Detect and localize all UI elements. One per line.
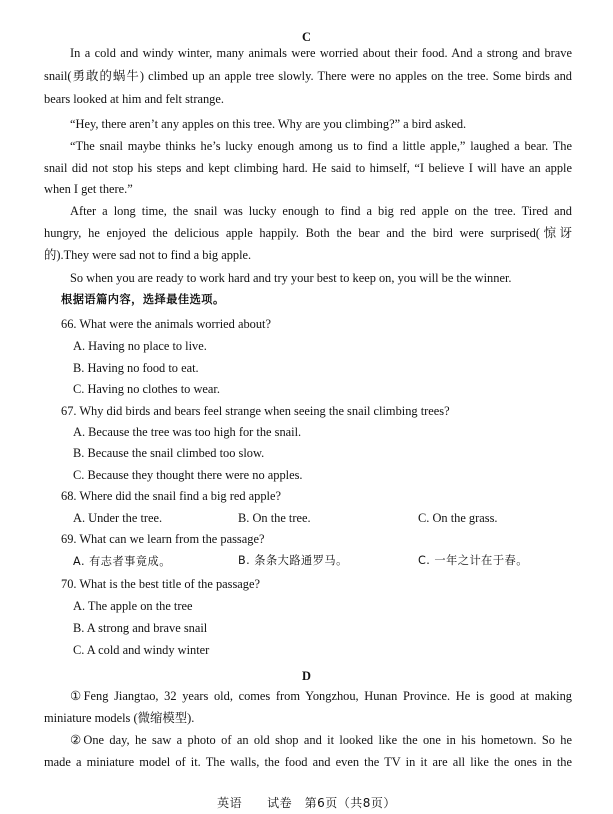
q66-option-b: B. Having no food to eat. [73, 361, 199, 375]
question-66: 66. What were the animals worried about? [61, 317, 271, 331]
instruction: 根据语篇内容，选择最佳选项。 [61, 293, 225, 306]
c-p3-line3: when I get there.” [44, 182, 133, 196]
q69-options-row [73, 553, 601, 570]
q70-option-b: B. A strong and brave snail [73, 621, 208, 635]
c-p2: “Hey, there aren’t any apples on this tree. Why are you climbing?” a bird asked. [70, 117, 467, 131]
question-68: 68. Where did the snail find a big red apple? [61, 489, 281, 503]
q68-option-a: A. Under the tree. [73, 511, 163, 525]
q68-option-b: B. On the tree. [238, 511, 311, 525]
section-c-heading: C [302, 30, 311, 44]
c-p1-line2: snail(勇敢的蜗牛) climbed up an apple tree slowly. There were no apples on the tree. Some birds and [44, 69, 572, 83]
q69-option-b: B. 条条大路通罗马。 [238, 554, 348, 567]
d-p1-line2: miniature models (微缩模型). [44, 711, 195, 725]
page-footer: 英语 试卷 第6页（共8页） [217, 796, 396, 810]
d-p2-line1: ②One day, he saw a photo of an old shop and it looked like the one in his hometown. So he [70, 733, 572, 747]
q68-option-c: C. On the grass. [418, 511, 498, 525]
d-p1-line1: ①Feng Jiangtao, 32 years old, comes from Yongzhou, Hunan Province. He is good at making [70, 689, 572, 703]
c-p4-line2: hungry, he enjoyed the delicious apple happily. Both the bear and the bird were surprised(惊讶 [44, 226, 572, 240]
q66-option-c: C. Having no clothes to wear. [73, 382, 220, 396]
q66-option-a: A. Having no place to live. [73, 339, 207, 353]
c-p4-line3: 的).They were sad not to find a big apple. [44, 248, 252, 262]
c-p3-line1: “The snail maybe thinks he’s lucky enough among us to find a little apple,” laughed a bear. The [70, 139, 572, 153]
q70-option-a: A. The apple on the tree [73, 599, 193, 613]
c-p3-line2: snail did not stop his steps and kept climbing hard. He said to himself, “I believe I will have an apple [44, 161, 572, 175]
c-p1-line1: In a cold and windy winter, many animals were worried about their food. And a strong and brave [70, 46, 572, 60]
question-70: 70. What is the best title of the passage? [61, 577, 261, 591]
q67-option-b: B. Because the snail climbed too slow. [73, 446, 265, 460]
q67-option-c: C. Because they thought there were no apples. [73, 468, 303, 482]
c-p4-line1: After a long time, the snail was lucky enough to find a big red apple on the tree. Tired and [70, 204, 572, 218]
q69-option-a: A. 有志者事竟成。 [73, 555, 171, 568]
question-67: 67. Why did birds and bears feel strange when seeing the snail climbing trees? [61, 404, 450, 418]
q69-option-c: C. 一年之计在于春。 [418, 554, 528, 567]
c-p1-line3: bears looked at him and felt strange. [44, 92, 224, 106]
section-d-heading: D [302, 669, 311, 683]
question-69: 69. What can we learn from the passage? [61, 532, 265, 546]
q68-options-row [73, 510, 601, 526]
c-p5: So when you are ready to work hard and try your best to keep on, you will be the winner. [70, 271, 512, 285]
d-p2-line2: made a miniature model of it. The walls, the food and even the TV in it are all like the ones in the [44, 755, 572, 769]
q67-option-a: A. Because the tree was too high for the snail. [73, 425, 302, 439]
q70-option-c: C. A cold and windy winter [73, 643, 210, 657]
